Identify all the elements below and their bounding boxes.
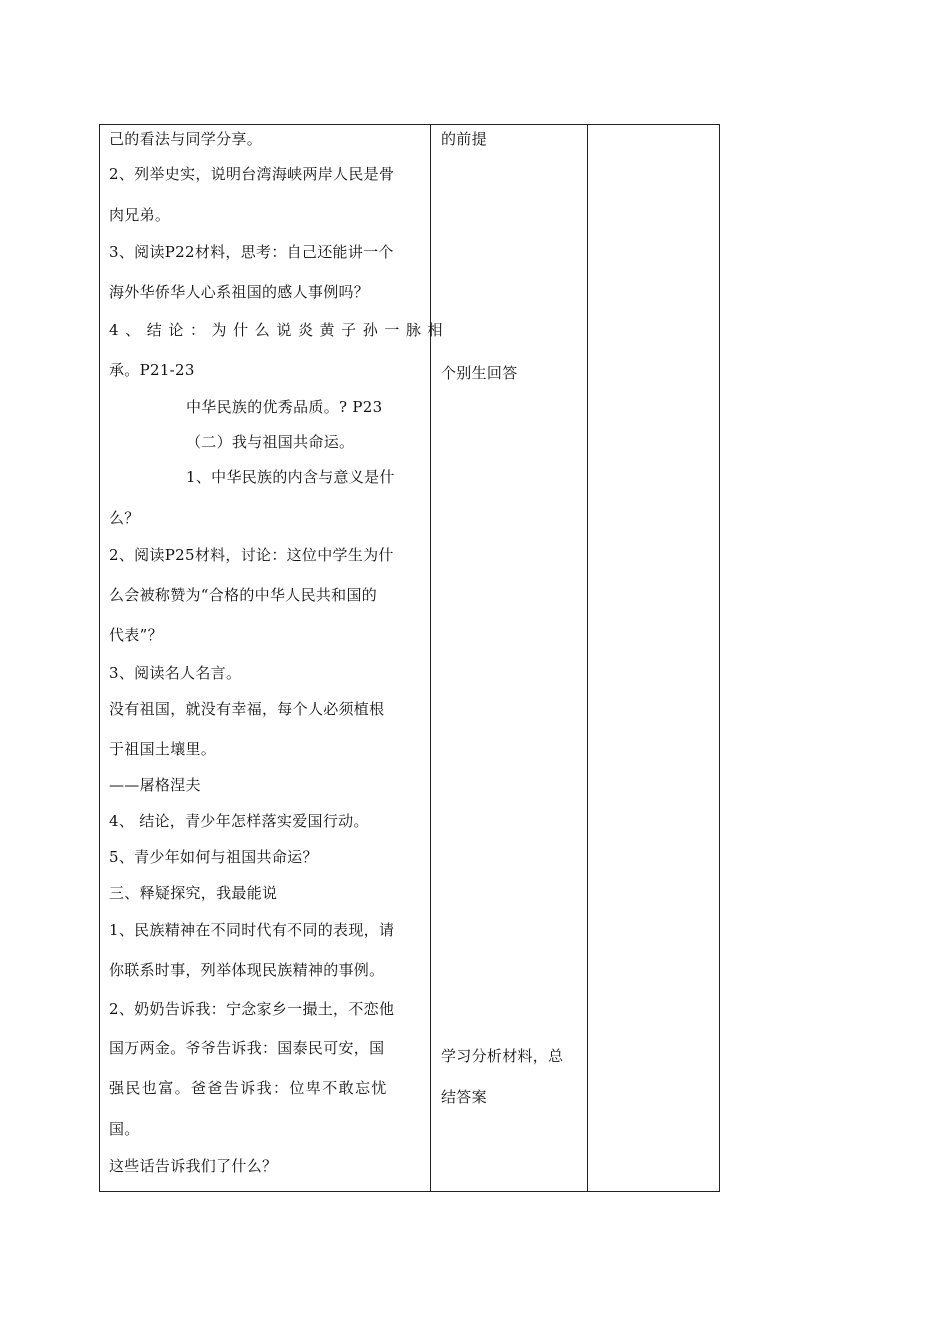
content-line: 没有祖国，就没有幸福，每个人必须植根: [109, 700, 385, 718]
activity-line: 学习分析材料，总: [441, 1047, 564, 1065]
content-line: （二）我与祖国共命运。: [186, 433, 355, 451]
content-line: 这些话告诉我们了什么？: [109, 1157, 278, 1175]
content-line: 5、青少年如何与祖国共命运？: [109, 848, 318, 866]
content-line: 强民也富。爸爸告诉我：位卑不敢忘忧: [109, 1079, 388, 1097]
activity-line: 个别生回答: [441, 364, 518, 382]
content-line: 1、中华民族的内含与意义是什: [186, 468, 395, 486]
content-line: 3、阅读名人名言。: [109, 664, 242, 682]
content-line: 于祖国土壤里。: [109, 740, 217, 758]
content-line: 1、民族精神在不同时代有不同的表现，请: [109, 921, 395, 939]
content-line: 海外华侨华人心系祖国的感人事例吗？: [109, 283, 370, 301]
content-line: 国万两金。爷爷告诉我：国泰民可安，国: [109, 1039, 385, 1057]
content-line: 承。P21-23: [109, 361, 195, 379]
content-line: 你联系时事，列举体现民族精神的事例。: [109, 961, 385, 979]
content-line: 么会被称赞为“合格的中华人民共和国的: [109, 586, 378, 604]
activity-line: 的前提: [441, 130, 487, 148]
content-line: 代表”？: [109, 626, 163, 644]
lesson-table: [99, 124, 720, 1192]
content-line: ——屠格涅夫: [109, 776, 201, 794]
content-line: 国。: [109, 1120, 140, 1138]
content-line: 三、释疑探究，我最能说: [109, 884, 278, 902]
content-line: 2、阅读P25材料，讨论：这位中学生为什: [109, 546, 394, 564]
content-line: 中华民族的优秀品质。? P23: [186, 398, 383, 416]
content-line: 2、奶奶告诉我：宁念家乡一撮土，不恋他: [109, 1000, 395, 1018]
activity-column: [431, 125, 588, 1191]
activity-line: 结答案: [441, 1088, 487, 1106]
notes-column: [588, 125, 719, 1191]
content-line: 肉兄弟。: [109, 206, 171, 224]
content-line: 4、 结论，青少年怎样落实爱国行动。: [109, 812, 369, 830]
content-line: 4、结论：为什么说炎黄子孙一脉相: [109, 321, 450, 339]
content-line: 么？: [109, 509, 140, 527]
content-column: [100, 125, 450, 1191]
content-line: 己的看法与同学分享。: [109, 130, 263, 148]
content-line: 2、列举史实，说明台湾海峡两岸人民是骨: [109, 165, 395, 183]
content-line: 3、阅读P22材料，思考：自己还能讲一个: [109, 243, 394, 261]
